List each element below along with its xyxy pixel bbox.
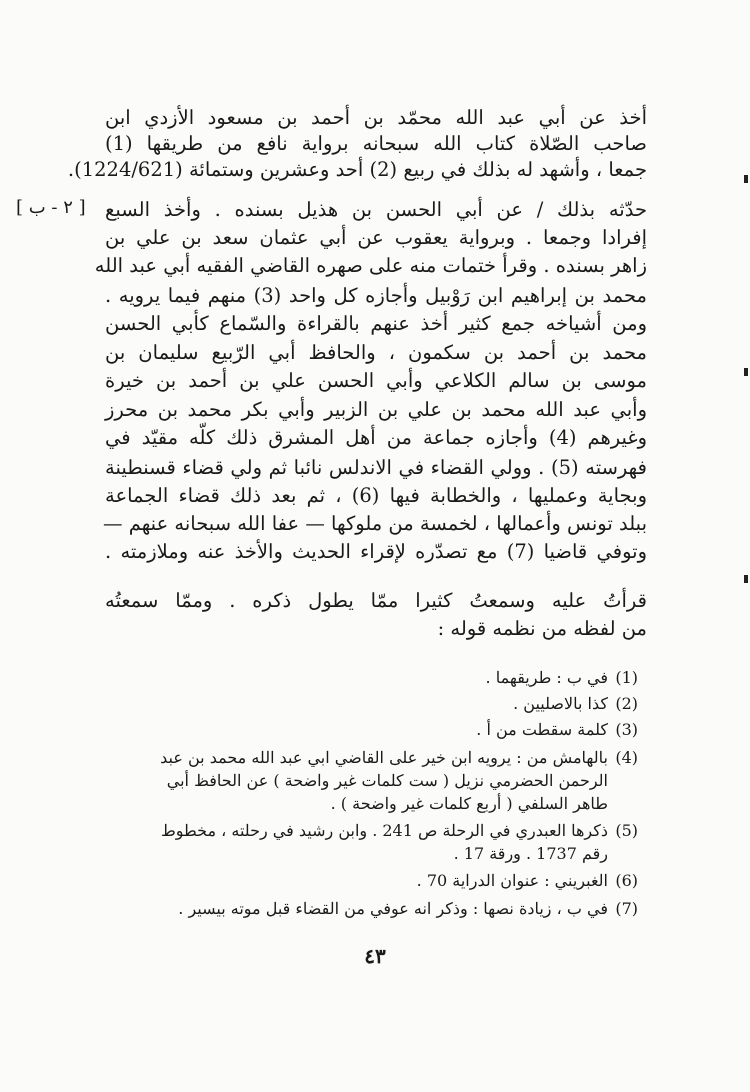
scan-edge-mark bbox=[744, 575, 748, 583]
footnote-text: طاهر السلفي ( أربع كلمات غير واضحة ) . bbox=[330, 794, 608, 813]
text-line: أخذ عن أبي عبد الله محمّد بن أحمد بن مسعود الأزدي ابن bbox=[105, 106, 647, 129]
footnote-text: الرحمن الحضرمي نزيل ( ست كلمات غير واضحة ) عن الحافظ أبي bbox=[166, 771, 608, 790]
text-line: ومن أشياخه جمع كثير أخذ عنهم بالقراءة والسّماع كأبي الحسن bbox=[105, 312, 647, 335]
footnote bbox=[108, 693, 638, 717]
text-line: فهرسته (5) . وولي القضاء في الاندلس نائبا ثم ولي قضاء قسنطينة bbox=[105, 456, 647, 479]
footnote-text: كذا بالاصليين . bbox=[513, 694, 608, 713]
footnote-text: في ب ، زيادة نصها : وذكر انه عوفي من القضاء قبل موته بيسير . bbox=[178, 899, 608, 918]
text-line: وغيرهم (4) وأجازه جماعة من أهل المشرق ذلك كلّه مقيّد في bbox=[105, 426, 647, 449]
footnote-number: (5) bbox=[615, 821, 638, 840]
text-line: من لفظه من نظمه قوله : bbox=[437, 617, 647, 640]
footnote-text: الغبريني : عنوان الدراية 70 . bbox=[416, 871, 608, 890]
footnote-text: رقم 1737 . ورقة 17 . bbox=[453, 844, 608, 863]
footnote-text: كلمة سقطت من أ . bbox=[476, 720, 608, 739]
text-line: زاهر بسنده . وقرأ ختمات منه على صهره القاضي الفقيه أبي عبد الله bbox=[94, 254, 647, 277]
text-line: وأبي عبد الله محمد بن علي بن الزبير وأبي بكر محمد بن محرز bbox=[105, 398, 647, 421]
footnote-text: في ب : طريقهما . bbox=[485, 668, 608, 687]
text-line: وتوفي قاضيا (7) مع تصدّره لإقراء الحديث والأخذ عنه وملازمته . bbox=[105, 540, 647, 563]
text-line: محمد بن أحمد بن سكمون ، والحافظ أبي الرّبيع سليمان بن bbox=[105, 341, 647, 364]
footnote-number: (4) bbox=[615, 748, 638, 767]
page-number: ٤٣ bbox=[364, 944, 386, 968]
text-line: إفرادا وجمعا . وبرواية يعقوب عن أبي عثمان سعد بن علي بن bbox=[105, 226, 647, 249]
footnote-number: (2) bbox=[615, 694, 638, 713]
text-line: موسى بن سالم الكلاعي وأبي الحسن علي بن أحمد بن خيرة bbox=[105, 369, 647, 392]
footnote bbox=[108, 747, 638, 817]
text-line: قرأتُ عليه وسمعتُ كثيرا ممّا يطول ذكره . وممّا سمعتُه bbox=[105, 589, 647, 612]
text-line: حدّثه بذلك / عن أبي الحسن بن هذيل بسنده . وأخذ السبع bbox=[105, 198, 647, 221]
margin-folio-note: [ ٢ - ب ] bbox=[16, 197, 86, 218]
text-line: وبجاية وعمليها ، والخطابة فيها (6) ، ثم بعد ذلك قضاء الجماعة bbox=[105, 484, 647, 507]
scan-edge-mark bbox=[744, 368, 748, 376]
footnote bbox=[108, 719, 638, 743]
text-line: ببلد تونس وأعمالها ، لخمسة من ملوكها — عفا الله سبحانه عنهم — bbox=[103, 512, 647, 535]
footnote-number: (3) bbox=[615, 720, 638, 739]
footnote bbox=[108, 820, 638, 866]
text-line: جمعا ، وأشهد له بذلك في ربيع (2) أحد وعشرين وستمائة (1224/621). bbox=[67, 158, 647, 181]
footnote-number: (1) bbox=[615, 668, 638, 687]
scan-edge-mark bbox=[744, 175, 748, 183]
footnote bbox=[108, 898, 638, 922]
footnote-text: ذكرها العبدري في الرحلة ص 241 . وابن رشيد في رحلته ، مخطوط bbox=[160, 821, 608, 840]
footnote-number: (7) bbox=[615, 899, 638, 918]
text-line: محمد بن إبراهيم ابن رَوْبيل وأجازه كل واحد (3) منهم فيما يرويه . bbox=[105, 284, 647, 307]
footnote-number: (6) bbox=[615, 871, 638, 890]
footnote-text: بالهامش من : يرويه ابن خير على القاضي ابي عبد الله محمد بن عبد bbox=[160, 748, 608, 767]
footnote bbox=[108, 667, 638, 691]
text-line: صاحب الصّلاة كتاب الله سبحانه برواية نافع من طريقها (1) bbox=[105, 132, 647, 155]
footnote bbox=[108, 870, 638, 894]
